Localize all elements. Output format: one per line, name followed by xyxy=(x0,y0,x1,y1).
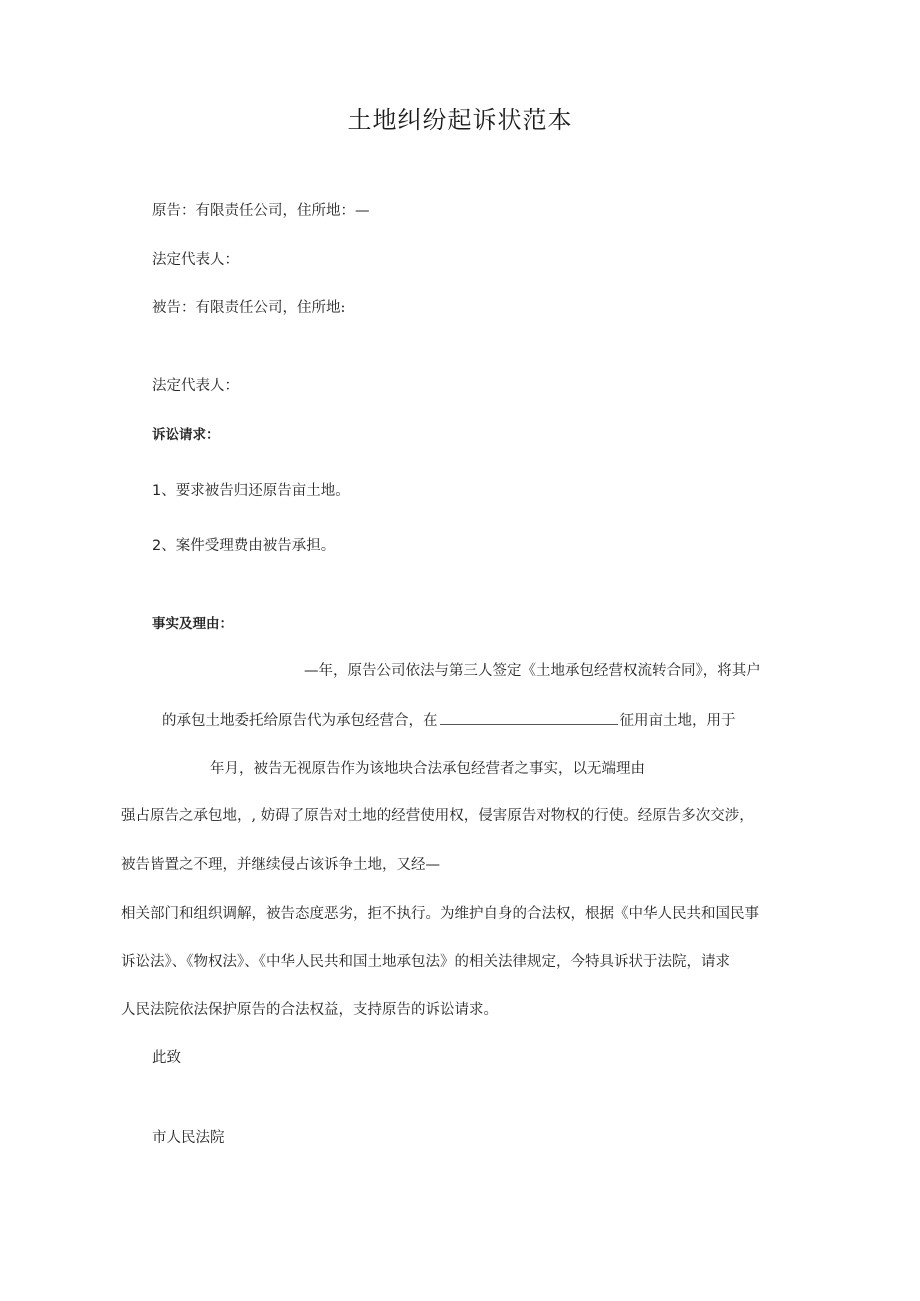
claim-text: 、要求被告归还原告亩土地。 xyxy=(161,483,350,499)
document-title: 土地纠纷起诉状范本 xyxy=(347,106,573,134)
claims-heading: 诉讼请求： xyxy=(152,427,220,443)
claim-item-2 xyxy=(152,536,335,556)
defendant-line: 被告：有限责任公司，住所地: xyxy=(152,300,346,316)
plaintiff-line: 原告：有限责任公司，住所地：— xyxy=(152,203,370,219)
claim-number: 1 xyxy=(152,483,162,499)
claim-item-1 xyxy=(152,481,350,501)
facts-paragraph-line: —年，原告公司依法与第三人签定《土地承包经营权流转合同》，将其户 xyxy=(304,663,761,679)
facts-paragraph-line: 人民法院依法保护原告的合法权益，支持原告的诉讼请求。 xyxy=(121,1002,498,1018)
facts-paragraph-line: 相关部门和组织调解，被告态度恶劣，拒不执行。为维护自身的合法权，根据《中华人民共和国民事 xyxy=(121,906,759,922)
fill-in-blank xyxy=(440,709,618,725)
court-addressee: 市人民法院 xyxy=(152,1130,225,1146)
facts-paragraph-line: 诉讼法》、《物权法》、《中华人民共和国土地承包法》的相关法律规定，今特具诉状于法院，请求 xyxy=(121,954,730,970)
closing-salutation: 此致 xyxy=(152,1050,181,1066)
facts-paragraph-line: 年月，被告无视原告作为该地块合法承包经营者之事实，以无端理由 xyxy=(210,761,645,777)
facts-paragraph-line: 被告皆置之不理，并继续侵占该诉争土地，又经— xyxy=(121,857,440,873)
facts-paragraph-line: 强占原告之承包地，, 妨碍了原告对土地的经营使用权，侵害原告对物权的行使。经原告多次交涉， xyxy=(121,808,754,824)
claim-number: 2 xyxy=(152,538,162,554)
plaintiff-representative-line: 法定代表人： xyxy=(152,252,239,268)
facts-text: 征用亩土地，用于 xyxy=(619,713,736,729)
claim-text: 、案件受理费由被告承担。 xyxy=(161,538,336,554)
facts-text: 的承包土地委托给原告代为承包经营合，在 xyxy=(162,713,438,729)
defendant-representative-line: 法定代表人： xyxy=(152,378,239,394)
facts-paragraph-line xyxy=(162,709,736,731)
facts-heading: 事实及理由： xyxy=(152,616,233,632)
